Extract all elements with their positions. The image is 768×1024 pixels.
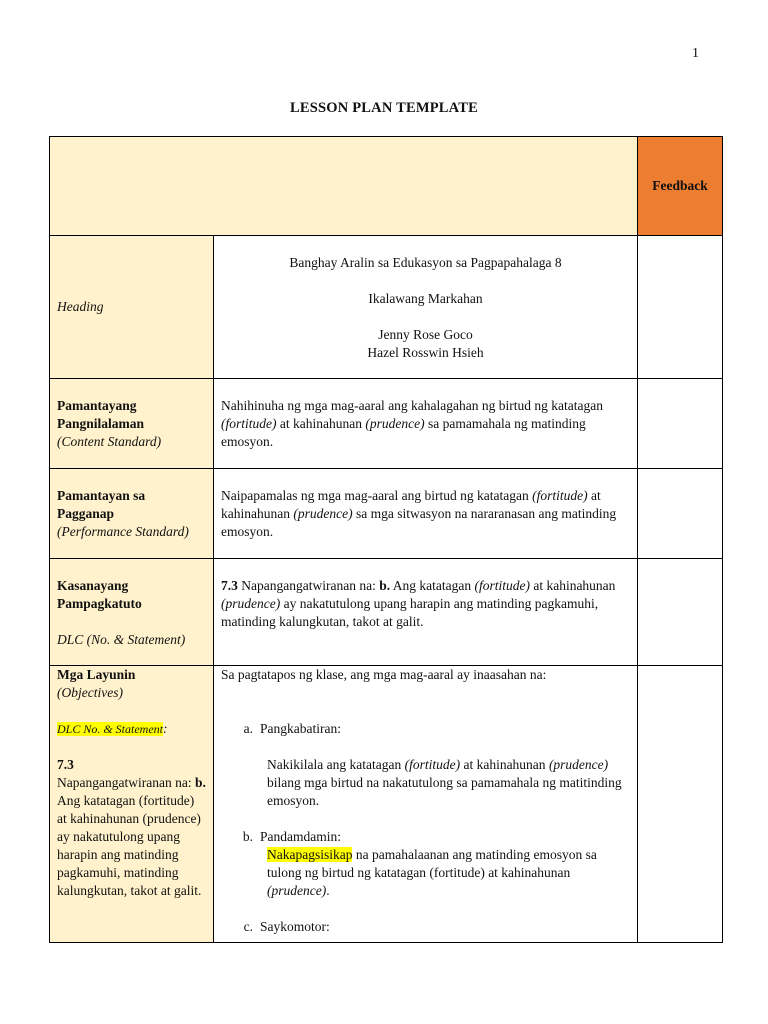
competency-label-1: Kasanayang [57, 578, 129, 593]
content-standard-label-1: Pamantayang [57, 398, 137, 413]
objective-b-text [221, 846, 631, 900]
list-marker: a. [243, 721, 253, 736]
list-item-title: Pandamdamin: [260, 829, 341, 844]
content-standard-label-cell [50, 379, 214, 469]
heading-line2: Ikalawang Markahan [368, 291, 483, 306]
objectives-dlc-number: 7.3 [57, 757, 74, 772]
text-run: (fortitude) [532, 488, 588, 503]
content-standard-text [214, 379, 638, 469]
text-run: Napangangatwiranan na: [237, 578, 380, 593]
header-blank-cell [50, 137, 638, 236]
feedback-header: Feedback [638, 137, 723, 236]
text-run: at kahinahunan [460, 757, 549, 772]
feedback-cell [638, 379, 723, 469]
objective-item-c [221, 918, 631, 936]
text-run: (prudence) [293, 506, 353, 521]
competency-row [50, 559, 723, 666]
competency-dlc-label: DLC (No. & Statement) [57, 632, 186, 647]
heading-label: Heading [57, 299, 104, 314]
competency-label-cell [50, 559, 214, 666]
author-2: Hazel Rosswin Hsieh [367, 345, 484, 360]
text-run: at kahinahunan [529, 578, 616, 593]
objective-a-text [221, 756, 631, 810]
text-run: na pamahalaanan ang matinding emosyon sa tulong ng birtud ng katatagan (fortitude) at kahinahunan [267, 847, 597, 880]
text-run: sa pamamahala ng matinding emosyon. [221, 416, 586, 449]
performance-standard-row [50, 469, 723, 559]
content-standard-row [50, 379, 723, 469]
text-run: Nahihinuha ng mga mag-aaral ang kahalagahan ng birtud ng katatagan [221, 398, 603, 413]
text-run: 7.3 [221, 578, 238, 593]
text-run: ay nakatutulong upang harapin ang matinding pagkamuhi, matinding kalungkutan, takot at galit. [221, 596, 599, 629]
text-run: sa mga sitwasyon na nararanasan ang matinding emosyon. [221, 506, 617, 539]
feedback-cell [638, 666, 723, 943]
text-run: (prudence) [267, 883, 327, 898]
text-run: (prudence) [221, 596, 281, 611]
performance-standard-label-en: (Performance Standard) [57, 524, 189, 539]
objectives-label-cell [50, 666, 214, 943]
text-run: b. [194, 775, 206, 790]
content-standard-label-en: (Content Standard) [57, 434, 162, 449]
competency-text [214, 559, 638, 666]
page-number: 1 [692, 46, 699, 61]
objectives-label-en: (Objectives) [57, 685, 123, 700]
lesson-plan-table [49, 136, 723, 943]
text-run: (fortitude) [474, 578, 530, 593]
performance-standard-label-1: Pamantayan sa [57, 488, 146, 503]
text-run: Nakikilala ang katatagan [267, 757, 405, 772]
document-title: LESSON PLAN TEMPLATE [290, 100, 478, 116]
competency-label-2: Pampagkatuto [57, 596, 142, 611]
text-run: (fortitude) [404, 757, 461, 772]
heading-label-cell [50, 236, 214, 379]
list-marker: c. [243, 919, 253, 934]
feedback-cell [638, 236, 723, 379]
text-run: (fortitude) [221, 416, 277, 431]
header-row [50, 137, 723, 236]
content-standard-label-2: Pangnilalaman [57, 416, 145, 431]
text-run: Ang katatagan (fortitude) at kahinahunan (prudence) ay nakatutulong upang harapin ang matinding pagkamuhi, matinding kalungkutan, takot at galit. [57, 793, 202, 898]
list-item-title: Pangkabatiran: [260, 721, 341, 736]
text-run: Napangangatwiranan na: [57, 775, 195, 790]
list-item-title: Saykomotor: [260, 919, 330, 934]
objectives-intro: Sa pagtatapos ng klase, ang mga mag-aaral ay inaasahan na: [221, 667, 547, 682]
dlc-label: DLC No. & Statement [57, 722, 164, 736]
list-marker: b. [242, 829, 253, 844]
author-1: Jenny Rose Goco [378, 327, 473, 342]
text-run: bilang mga birtud na nakatutulong sa pamamahala ng matitinding emosyon. [267, 775, 622, 808]
text-run: Ang katatagan [390, 578, 475, 593]
performance-standard-text [214, 469, 638, 559]
text-run: b. [379, 578, 391, 593]
heading-line1: Banghay Aralin sa Edukasyon sa Pagpapahalaga 8 [289, 255, 562, 270]
text-run: . [326, 883, 330, 898]
objectives-label: Mga Layunin [57, 667, 136, 682]
text-run: : [163, 721, 168, 736]
feedback-cell [638, 469, 723, 559]
objectives-row [50, 666, 723, 943]
objectives-content-cell [214, 666, 638, 943]
objective-item-a [221, 720, 631, 738]
heading-content-cell [214, 236, 638, 379]
text-run: Naipapamalas ng mga mag-aaral ang birtud ng katatagan [221, 488, 533, 503]
heading-row [50, 236, 723, 379]
text-run: (prudence) [365, 416, 425, 431]
feedback-cell [638, 559, 723, 666]
performance-standard-label-cell [50, 469, 214, 559]
objectives-dlc-text [57, 774, 207, 900]
objective-item-b [221, 828, 631, 846]
text-run: at kahinahunan [276, 416, 366, 431]
text-run: (prudence) [548, 757, 609, 772]
text-run: at kahinahunan [221, 488, 601, 521]
highlighted-word: Nakapagsisikap [267, 847, 353, 862]
performance-standard-label-2: Pagganap [57, 506, 115, 521]
